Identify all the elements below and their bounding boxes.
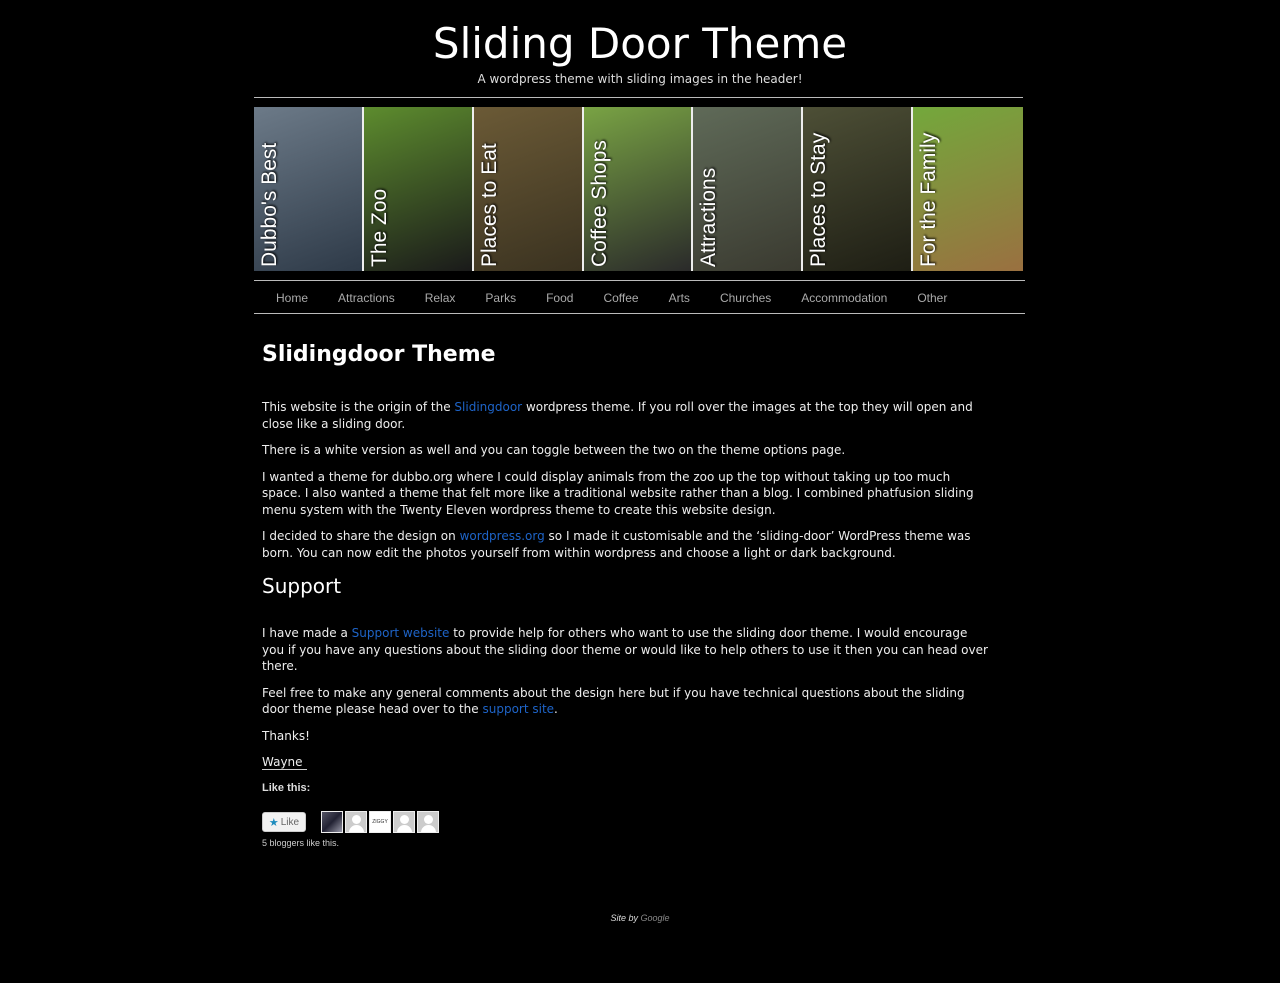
nav-item-food[interactable]: Food: [546, 291, 574, 305]
wordpress-org-link[interactable]: wordpress.org: [459, 529, 545, 543]
paragraph-share: I decided to share the design on wordpress.org so I made it customisable and the ‘sliding-door’ WordPress theme was born. You can now edit the photos yourself from within wordpress and choose a light or dark background.: [262, 529, 971, 560]
site-description: A wordpress theme with sliding images in the header!: [477, 72, 803, 86]
slider-panel[interactable]: [913, 107, 1023, 271]
paragraph-motivation: I wanted a theme for dubbo.org where I could display animals from the zoo up the top without taking up too much space. I also wanted a theme that felt more like a traditional website rather than a blog. I combined phatfusion sliding menu system with the Twenty Eleven wordpress theme to create this website design.: [262, 469, 974, 517]
slidingdoor-link[interactable]: Slidingdoor: [454, 400, 523, 414]
slider-panel[interactable]: [364, 107, 474, 271]
slider-panel-label: Places to Stay: [807, 132, 831, 267]
slider-panel-label: The Zoo: [367, 188, 391, 267]
nav-item-attractions[interactable]: Attractions: [338, 291, 395, 305]
slider-panel[interactable]: [584, 107, 694, 271]
nav-item-other[interactable]: Other: [917, 291, 948, 305]
footer-prefix: Site by: [610, 913, 641, 923]
nav-item-accommodation[interactable]: Accommodation: [801, 291, 888, 305]
likes-divider: [262, 769, 307, 770]
footer-google-link[interactable]: Google: [640, 913, 670, 923]
paragraph-origin: This website is the origin of the Slidingdoor wordpress theme. If you roll over the images at the top they will open and close like a sliding door.: [262, 400, 973, 431]
slider-panel-label: Coffee Shops: [587, 140, 611, 267]
paragraph-support: I have made a Support website to provide help for others who want to use the sliding door theme. I would encourage you if you have any questions about the sliding door theme or would like to help others to use it then you can head over there.: [262, 626, 988, 673]
slider-panel-label: Attractions: [697, 167, 721, 267]
nav-bottom-divider: [254, 313, 1025, 314]
support-site-link[interactable]: support site: [482, 702, 555, 716]
slider-panel[interactable]: [254, 107, 364, 271]
site-title[interactable]: Sliding Door Theme: [432, 19, 848, 68]
nav-item-coffee[interactable]: Coffee: [603, 291, 639, 305]
nav-item-churches[interactable]: Churches: [719, 291, 772, 305]
main-navigation: [254, 282, 1025, 314]
likes-count: 5 bloggers like this.: [262, 838, 340, 848]
paragraph-comments: Feel free to make any general comments about the design here but if you have technical questions about the sliding door theme please head over to the support site.: [262, 685, 965, 716]
like-button-label: Like: [280, 816, 300, 828]
avatar[interactable]: [345, 811, 367, 833]
avatar[interactable]: ZIGGY: [369, 811, 391, 833]
slider-panel[interactable]: [803, 107, 913, 271]
header-divider: [254, 97, 1023, 98]
paragraph-thanks: Thanks!: [262, 728, 310, 743]
star-icon: ★: [268, 816, 279, 829]
slider-panel-label: Places to Eat: [477, 143, 501, 267]
support-website-link[interactable]: Support website: [351, 626, 450, 640]
paragraph-signature: Wayne: [262, 755, 303, 769]
sliding-door-header[interactable]: [254, 107, 1023, 271]
nav-item-parks[interactable]: Parks: [485, 291, 517, 305]
likes-title: Like this:: [262, 782, 311, 794]
liker-avatars: [321, 811, 439, 833]
post-content: [262, 338, 992, 781]
nav-item-home[interactable]: Home: [276, 291, 309, 305]
slider-panel-label: Dubbo's Best: [258, 142, 281, 267]
slider-panel-label: For the Family: [917, 132, 941, 267]
nav-top-divider: [254, 280, 1025, 281]
nav-item-arts[interactable]: Arts: [668, 291, 690, 305]
avatar[interactable]: [417, 811, 439, 833]
nav-item-relax[interactable]: Relax: [424, 291, 456, 305]
paragraph-white-version: There is a white version as well and you can toggle between the two on the theme options page.: [262, 443, 846, 457]
slider-panel[interactable]: [693, 107, 803, 271]
post-title: Slidingdoor Theme: [262, 342, 496, 367]
support-heading: Support: [262, 574, 342, 598]
footer-credit: [0, 913, 1280, 923]
avatar[interactable]: [321, 811, 343, 833]
slider-panel[interactable]: [474, 107, 584, 271]
like-button[interactable]: [262, 812, 306, 832]
avatar[interactable]: [393, 811, 415, 833]
